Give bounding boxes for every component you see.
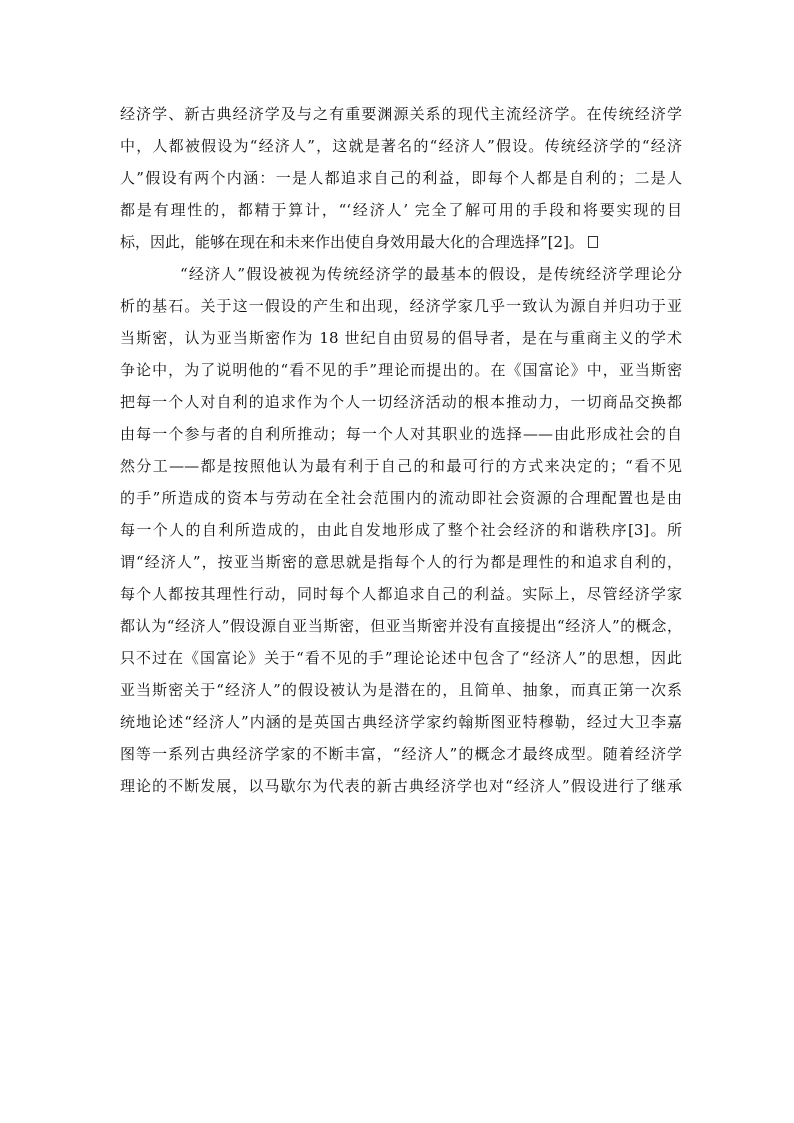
text-line-content: 标，因此，能够在现在和未来作出使自身效用最大化的合理选择”[2]。 — [120, 233, 584, 251]
text-line: 由每一个参与者的自利所推动；每一个人对其职业的选择——由此形成社会的自 — [120, 425, 682, 443]
text-line: 然分工——都是按照他认为最有利于自己的和最可行的方式来决定的；“看不见 — [120, 457, 682, 475]
text-line: 亚当斯密关于“经济人”的假设被认为是潜在的，且简单、抽象，而真正第一次系 — [120, 681, 682, 699]
text-line: 理论的不断发展，以马歇尔为代表的新古典经济学也对“经济人”假设进行了继承 — [120, 777, 682, 795]
text-line: 统地论述“经济人”内涵的是英国古典经济学家约翰斯图亚特穆勒，经过大卫李嘉 — [120, 713, 682, 731]
text-line: 每个人都按其理性行动，同时每个人都追求自己的利益。实际上，尽管经济学家 — [120, 585, 682, 603]
paragraph-1 — [120, 98, 682, 258]
missing-glyph-box-icon — [588, 236, 598, 248]
text-line-last — [120, 226, 682, 258]
text-line: 争论中，为了说明他的“看不见的手”理论而提出的。在《国富论》中，亚当斯密 — [120, 361, 682, 379]
document-page — [120, 98, 682, 802]
text-line: 当斯密，认为亚当斯密作为 18 世纪自由贸易的倡导者，是在与重商主义的学术 — [120, 329, 682, 347]
paragraph-2 — [120, 258, 682, 802]
text-line: 人”假设有两个内涵：一是人都追求自己的利益，即每个人都是自利的；二是人 — [120, 169, 682, 187]
text-line: 都是有理性的，都精于算计，“‘经济人’ 完全了解可用的手段和将要实现的目 — [120, 201, 682, 219]
text-line: 图等一系列古典经济学家的不断丰富，“经济人”的概念才最终成型。随着经济学 — [120, 745, 682, 763]
text-line-first: “经济人”假设被视为传统经济学的最基本的假设，是传统经济学理论分 — [180, 265, 682, 283]
text-line: 析的基石。关于这一假设的产生和出现，经济学家几乎一致认为源自并归功于亚 — [120, 297, 682, 315]
text-line: 经济学、新古典经济学及与之有重要渊源关系的现代主流经济学。在传统经济学 — [120, 105, 682, 123]
text-line: 的手”所造成的资本与劳动在全社会范围内的流动即社会资源的合理配置也是由 — [120, 489, 682, 507]
text-line: 都认为“经济人”假设源自亚当斯密，但亚当斯密并没有直接提出“经济人”的概念， — [120, 617, 682, 635]
text-line: 把每一个人对自利的追求作为个人一切经济活动的根本推动力，一切商品交换都 — [120, 393, 682, 411]
text-line: 中，人都被假设为“经济人”，这就是著名的“经济人”假设。传统经济学的“经济 — [120, 137, 682, 155]
text-line: 只不过在《国富论》关于“看不见的手”理论论述中包含了“经济人”的思想，因此 — [120, 649, 682, 667]
text-line: 每一个人的自利所造成的，由此自发地形成了整个社会经济的和谐秩序[3]。所 — [120, 521, 682, 539]
text-line: 谓“经济人”，按亚当斯密的意思就是指每个人的行为都是理性的和追求自利的， — [120, 553, 682, 571]
